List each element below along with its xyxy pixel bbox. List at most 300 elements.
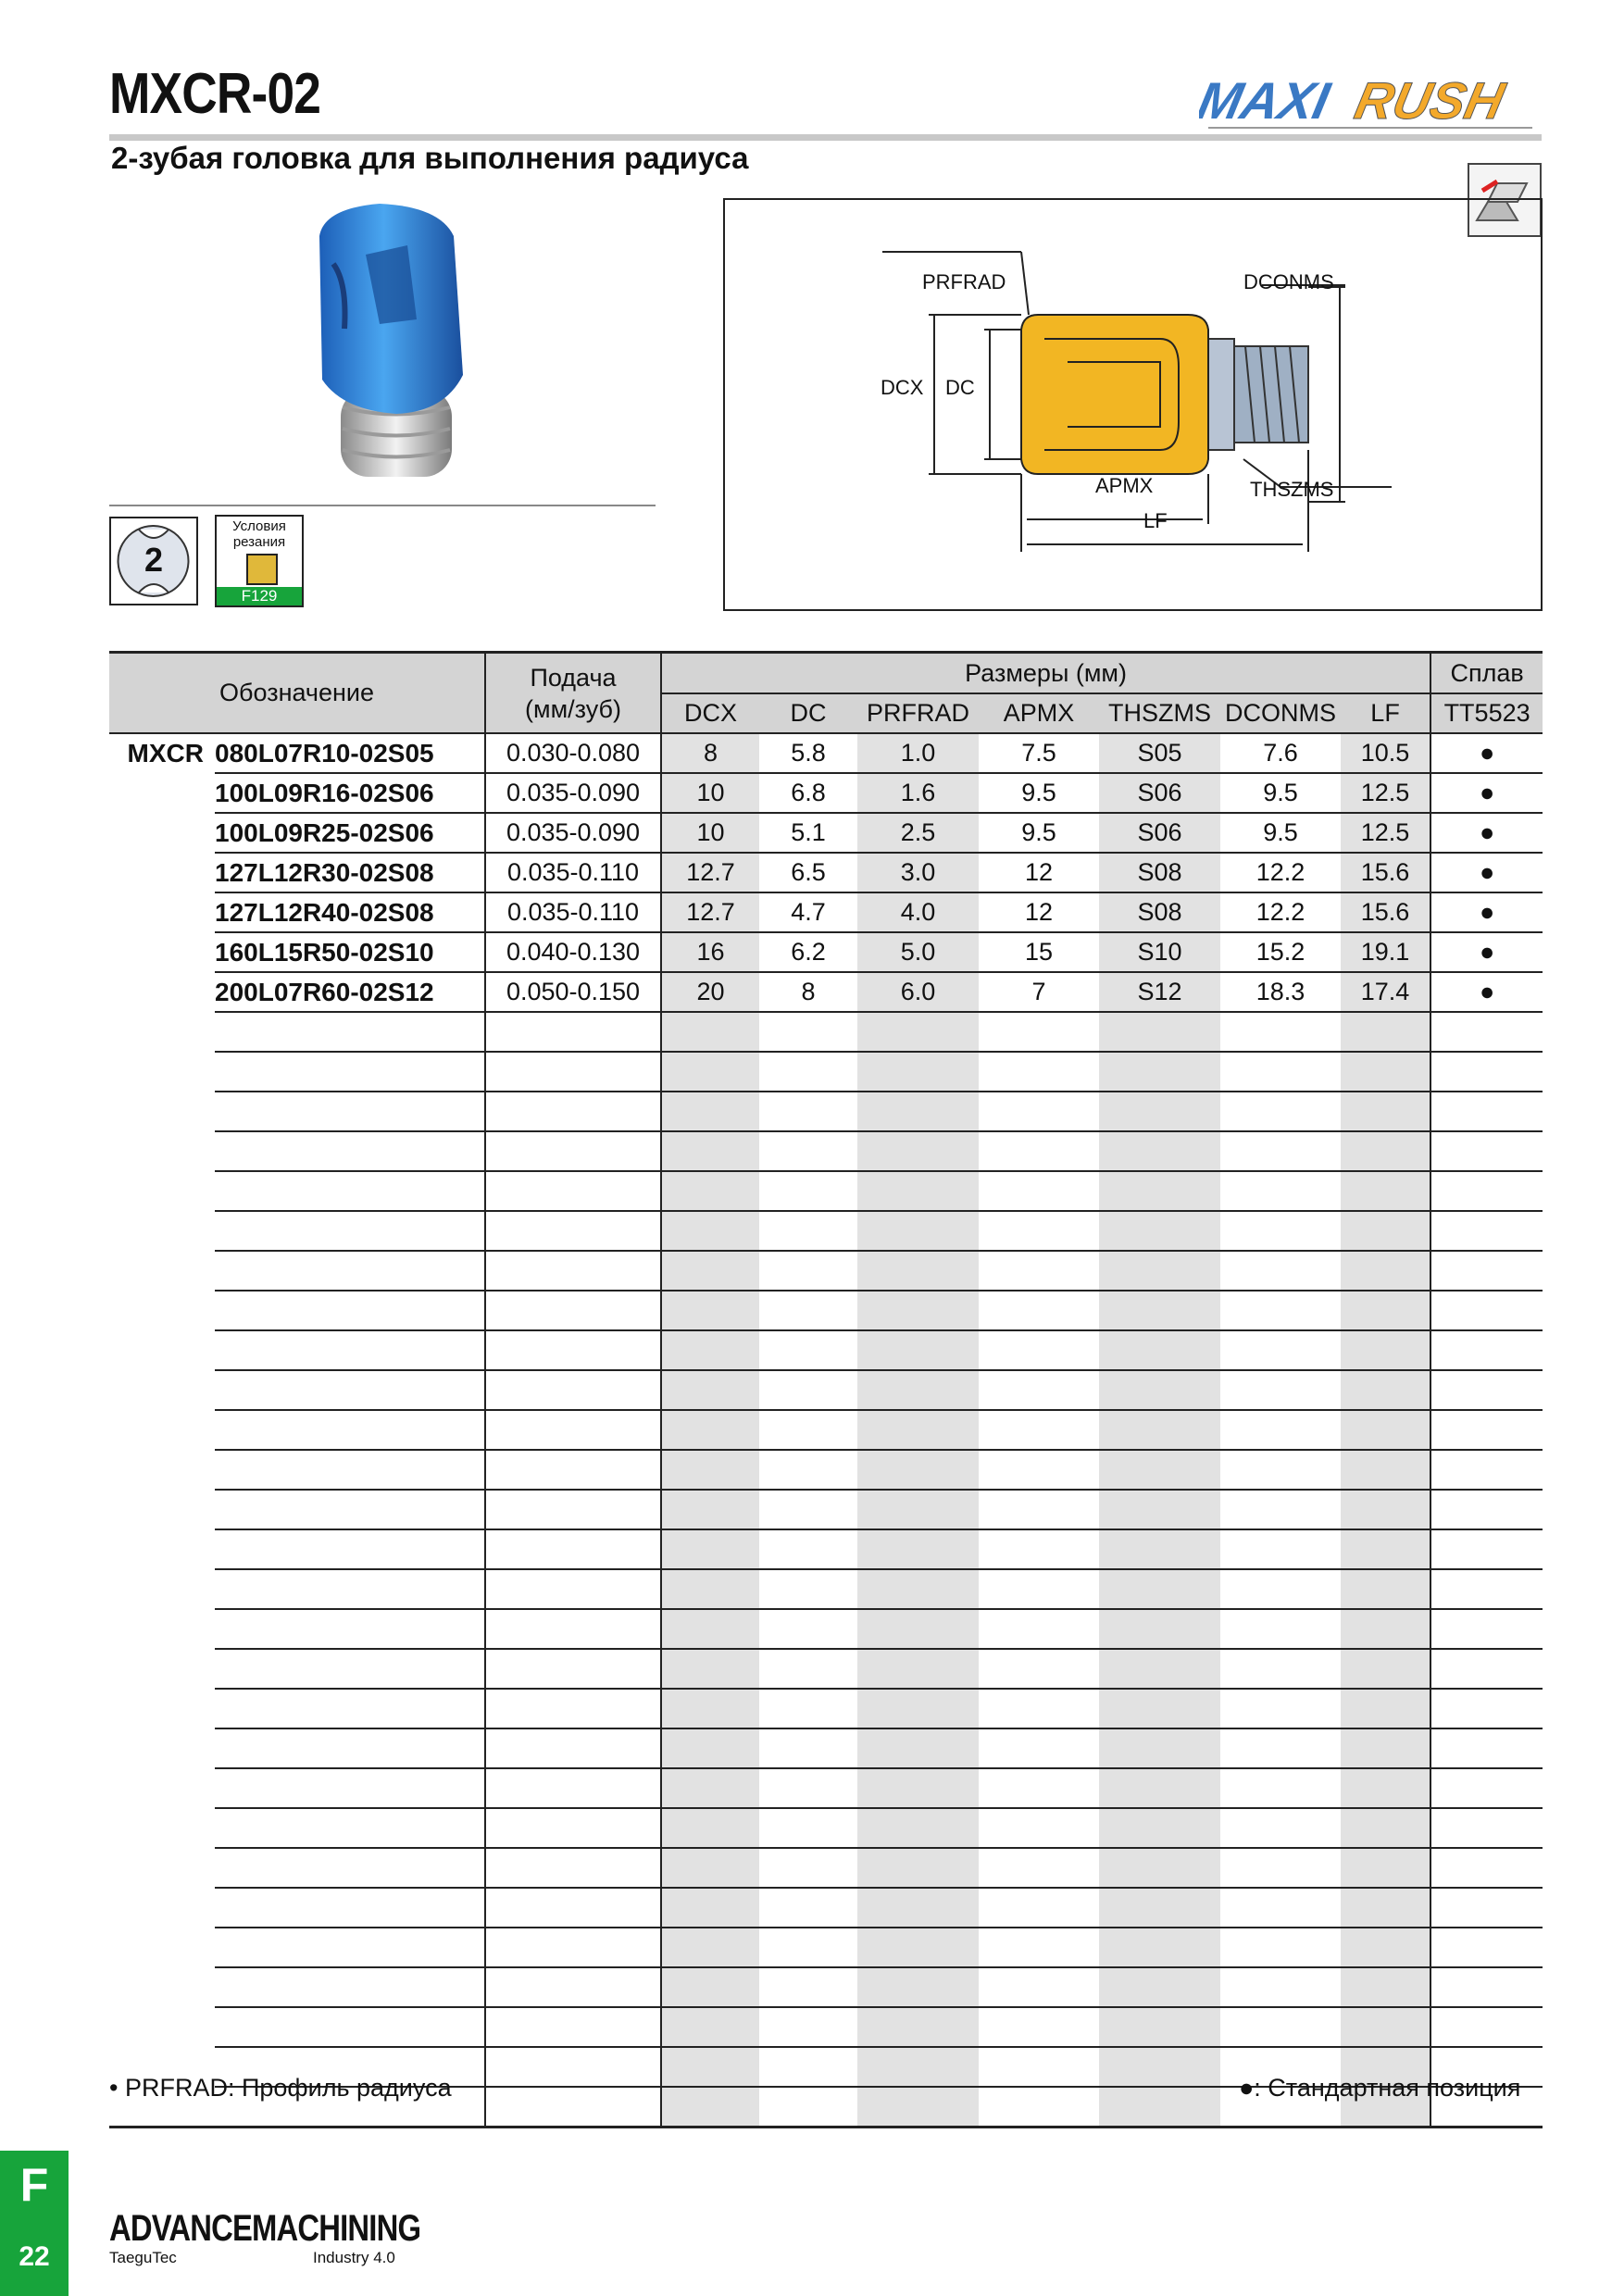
dc-cell — [759, 1768, 857, 1808]
series-cell — [109, 1330, 215, 1370]
dcx-cell — [661, 1649, 759, 1689]
header-tt5523: TT5523 — [1430, 693, 1543, 733]
dc-cell — [759, 2047, 857, 2087]
dc-cell — [759, 1928, 857, 1967]
thszms-cell — [1099, 1848, 1220, 1888]
dc-cell: 5.1 — [759, 813, 857, 853]
series-cell — [109, 1291, 215, 1330]
code-cell — [215, 1370, 485, 1410]
dconms-cell: 12.2 — [1220, 853, 1341, 892]
prfrad-cell: 2.5 — [857, 813, 979, 853]
code-cell: 100L09R16-02S06 — [215, 773, 485, 813]
prfrad-cell — [857, 1490, 979, 1529]
table-row — [109, 773, 1543, 813]
dconms-cell — [1220, 1450, 1341, 1490]
feed-cell — [485, 1092, 661, 1131]
feed-cell — [485, 1569, 661, 1609]
table-row — [109, 1410, 1543, 1450]
series-cell — [109, 1888, 215, 1928]
dc-cell — [759, 1569, 857, 1609]
apmx-cell — [979, 1370, 1099, 1410]
series-cell — [109, 1490, 215, 1529]
prfrad-cell — [857, 1211, 979, 1251]
apmx-cell: 12 — [979, 892, 1099, 932]
dconms-cell — [1220, 1609, 1341, 1649]
code-cell — [215, 1330, 485, 1370]
apmx-cell — [979, 1251, 1099, 1291]
dc-cell — [759, 1370, 857, 1410]
prfrad-cell — [857, 1609, 979, 1649]
dcx-cell — [661, 1370, 759, 1410]
dcx-cell — [661, 2087, 759, 2128]
lf-cell — [1341, 1012, 1430, 1052]
thszms-cell — [1099, 1490, 1220, 1529]
feed-cell — [485, 1211, 661, 1251]
thszms-cell — [1099, 1291, 1220, 1330]
dconms-cell — [1220, 1211, 1341, 1251]
thszms-cell — [1099, 1330, 1220, 1370]
dc-cell — [759, 1012, 857, 1052]
apmx-cell: 7.5 — [979, 733, 1099, 773]
feed-cell — [485, 1609, 661, 1649]
cutting-conditions-badge[interactable] — [215, 515, 304, 607]
dcx-cell — [661, 1450, 759, 1490]
feed-cell — [485, 1251, 661, 1291]
dconms-cell — [1220, 1689, 1341, 1728]
dconms-cell — [1220, 1410, 1341, 1450]
prfrad-cell — [857, 1649, 979, 1689]
tt5523-cell — [1430, 1052, 1543, 1092]
dcx-cell — [661, 1092, 759, 1131]
tt5523-cell: ● — [1430, 813, 1543, 853]
dcx-cell — [661, 1967, 759, 2007]
feed-cell: 0.035-0.110 — [485, 892, 661, 932]
svg-text:MAXI: MAXI — [1199, 71, 1335, 130]
thszms-cell — [1099, 1569, 1220, 1609]
dconms-cell: 18.3 — [1220, 972, 1341, 1012]
thszms-cell — [1099, 1928, 1220, 1967]
dcx-cell — [661, 1052, 759, 1092]
tool-head-photo — [278, 199, 500, 486]
dconms-cell: 12.2 — [1220, 892, 1341, 932]
lf-cell — [1341, 2007, 1430, 2047]
table-row — [109, 1569, 1543, 1609]
dconms-cell: 9.5 — [1220, 813, 1341, 853]
prfrad-cell: 6.0 — [857, 972, 979, 1012]
thszms-cell — [1099, 1649, 1220, 1689]
thszms-cell: S05 — [1099, 733, 1220, 773]
teeth-count-value: 2 — [144, 541, 164, 579]
table-row — [109, 1131, 1543, 1171]
dc-cell — [759, 1330, 857, 1370]
header-grade: Сплав — [1430, 653, 1543, 694]
series-cell — [109, 1211, 215, 1251]
dconms-cell: 9.5 — [1220, 773, 1341, 813]
table-row — [109, 1490, 1543, 1529]
code-cell — [215, 1928, 485, 1967]
tt5523-cell — [1430, 1410, 1543, 1450]
tt5523-cell — [1430, 1092, 1543, 1131]
dcx-cell — [661, 1768, 759, 1808]
apmx-cell — [979, 1529, 1099, 1569]
table-body — [109, 733, 1543, 2128]
apmx-cell — [979, 1092, 1099, 1131]
lf-cell — [1341, 1131, 1430, 1171]
thszms-cell — [1099, 1808, 1220, 1848]
thszms-cell — [1099, 1888, 1220, 1928]
code-cell: 160L15R50-02S10 — [215, 932, 485, 972]
prfrad-cell — [857, 1808, 979, 1848]
prfrad-cell — [857, 1689, 979, 1728]
code-cell — [215, 1012, 485, 1052]
feed-cell — [485, 1490, 661, 1529]
dcx-cell — [661, 1569, 759, 1609]
feed-cell — [485, 1291, 661, 1330]
feed-cell — [485, 1848, 661, 1888]
dc-cell — [759, 1291, 857, 1330]
book-icon — [246, 554, 278, 585]
apmx-cell: 7 — [979, 972, 1099, 1012]
code-cell — [215, 1808, 485, 1848]
dconms-cell — [1220, 1092, 1341, 1131]
apmx-cell — [979, 1689, 1099, 1728]
header-lf: LF — [1341, 693, 1430, 733]
tt5523-cell — [1430, 1291, 1543, 1330]
series-cell — [109, 1689, 215, 1728]
series-cell — [109, 1768, 215, 1808]
feed-cell — [485, 1052, 661, 1092]
feed-cell — [485, 2047, 661, 2087]
series-cell — [109, 1131, 215, 1171]
table-row — [109, 1012, 1543, 1052]
dcx-cell — [661, 1251, 759, 1291]
prfrad-cell — [857, 1848, 979, 1888]
tt5523-cell — [1430, 1888, 1543, 1928]
apmx-cell — [979, 1728, 1099, 1768]
dcx-cell — [661, 1012, 759, 1052]
teeth-count-badge — [109, 517, 198, 605]
header-feed: Подача (мм/зуб) — [485, 653, 661, 734]
thszms-cell — [1099, 1529, 1220, 1569]
table-row — [109, 1728, 1543, 1768]
series-cell — [109, 1808, 215, 1848]
dc-cell — [759, 1450, 857, 1490]
dc-cell — [759, 1689, 857, 1728]
feed-cell — [485, 1649, 661, 1689]
series-cell — [109, 2007, 215, 2047]
prfrad-cell — [857, 1728, 979, 1768]
table-row — [109, 2007, 1543, 2047]
dc-cell — [759, 1888, 857, 1928]
series-cell — [109, 972, 215, 1012]
thszms-cell: S06 — [1099, 813, 1220, 853]
code-cell — [215, 1410, 485, 1450]
thszms-cell — [1099, 2047, 1220, 2087]
dc-cell: 6.8 — [759, 773, 857, 813]
dcx-cell — [661, 1211, 759, 1251]
table-row — [109, 1370, 1543, 1410]
prfrad-cell: 1.6 — [857, 773, 979, 813]
dconms-cell — [1220, 1569, 1341, 1609]
label-thszms: THSZMS — [1250, 478, 1334, 501]
dcx-cell: 8 — [661, 733, 759, 773]
tt5523-cell — [1430, 1251, 1543, 1291]
series-cell — [109, 1012, 215, 1052]
footnote: • PRFRAD: Профиль радиуса — [109, 2074, 452, 2102]
section-tab — [0, 2151, 69, 2296]
advance-machining-logo — [109, 2208, 443, 2271]
tt5523-cell: ● — [1430, 892, 1543, 932]
lf-cell: 12.5 — [1341, 773, 1430, 813]
dc-cell: 4.7 — [759, 892, 857, 932]
code-cell — [215, 1609, 485, 1649]
tt5523-cell — [1430, 1848, 1543, 1888]
series-cell — [109, 773, 215, 813]
thszms-cell — [1099, 1370, 1220, 1410]
code-cell: 080L07R10-02S05 — [215, 733, 485, 773]
lf-cell: 15.6 — [1341, 853, 1430, 892]
prfrad-cell — [857, 1131, 979, 1171]
dconms-cell: 15.2 — [1220, 932, 1341, 972]
thszms-cell — [1099, 1012, 1220, 1052]
feed-cell — [485, 1012, 661, 1052]
header-thszms: THSZMS — [1099, 693, 1220, 733]
dconms-cell — [1220, 1808, 1341, 1848]
tt5523-cell: ● — [1430, 972, 1543, 1012]
dc-cell: 6.2 — [759, 932, 857, 972]
feed-cell — [485, 1888, 661, 1928]
dcx-cell: 16 — [661, 932, 759, 972]
table-row — [109, 892, 1543, 932]
feed-cell — [485, 1928, 661, 1967]
table-row — [109, 1450, 1543, 1490]
series-cell — [109, 1569, 215, 1609]
dcx-cell — [661, 2007, 759, 2047]
lf-cell — [1341, 1808, 1430, 1848]
thszms-cell — [1099, 2087, 1220, 2128]
label-apmx: APMX — [1095, 474, 1154, 497]
prfrad-cell: 3.0 — [857, 853, 979, 892]
apmx-cell — [979, 1131, 1099, 1171]
apmx-cell — [979, 1609, 1099, 1649]
dcx-cell: 20 — [661, 972, 759, 1012]
header-dc: DC — [759, 693, 857, 733]
tt5523-cell — [1430, 1171, 1543, 1211]
feed-cell — [485, 1768, 661, 1808]
tt5523-cell — [1430, 1529, 1543, 1569]
feed-cell: 0.030-0.080 — [485, 733, 661, 773]
lf-cell — [1341, 1529, 1430, 1569]
header-apmx: APMX — [979, 693, 1099, 733]
table-row — [109, 1171, 1543, 1211]
series-cell — [109, 1529, 215, 1569]
prfrad-cell — [857, 2087, 979, 2128]
table-row — [109, 1848, 1543, 1888]
apmx-cell: 12 — [979, 853, 1099, 892]
table-row — [109, 1529, 1543, 1569]
code-cell — [215, 1171, 485, 1211]
feed-cell — [485, 2007, 661, 2047]
lf-cell — [1341, 1689, 1430, 1728]
apmx-cell — [979, 2047, 1099, 2087]
series-cell — [109, 1251, 215, 1291]
lf-cell — [1341, 1052, 1430, 1092]
feed-cell: 0.035-0.090 — [485, 813, 661, 853]
prfrad-cell — [857, 1330, 979, 1370]
tt5523-cell — [1430, 1609, 1543, 1649]
lf-cell: 10.5 — [1341, 733, 1430, 773]
apmx-cell — [979, 1649, 1099, 1689]
dc-cell — [759, 1092, 857, 1131]
lf-cell — [1341, 1291, 1430, 1330]
tt5523-cell — [1430, 1012, 1543, 1052]
title-rule — [109, 134, 1542, 141]
dcx-cell — [661, 1131, 759, 1171]
dc-cell — [759, 2087, 857, 2128]
lf-cell — [1341, 1728, 1430, 1768]
dcx-cell: 10 — [661, 813, 759, 853]
feed-cell — [485, 1808, 661, 1848]
prfrad-cell: 4.0 — [857, 892, 979, 932]
photo-separator — [109, 505, 656, 506]
label-prfrad: PRFRAD — [922, 270, 1006, 293]
lf-cell — [1341, 1928, 1430, 1967]
apmx-cell — [979, 1808, 1099, 1848]
table-row — [109, 1052, 1543, 1092]
lf-cell — [1341, 1251, 1430, 1291]
thszms-cell — [1099, 1410, 1220, 1450]
prfrad-cell: 1.0 — [857, 733, 979, 773]
dcx-cell — [661, 1808, 759, 1848]
code-cell — [215, 1291, 485, 1330]
code-cell — [215, 2007, 485, 2047]
feed-cell — [485, 1330, 661, 1370]
lf-cell — [1341, 1370, 1430, 1410]
label-lf: LF — [1143, 509, 1168, 532]
dc-cell — [759, 1649, 857, 1689]
header-designation: Обозначение — [109, 653, 485, 734]
dconms-cell — [1220, 1291, 1341, 1330]
thszms-cell — [1099, 1728, 1220, 1768]
feed-cell: 0.050-0.150 — [485, 972, 661, 1012]
apmx-cell — [979, 1967, 1099, 2007]
dconms-cell — [1220, 1171, 1341, 1211]
thszms-cell — [1099, 1609, 1220, 1649]
prfrad-cell — [857, 1092, 979, 1131]
apmx-cell — [979, 1052, 1099, 1092]
lf-cell — [1341, 1569, 1430, 1609]
maxirush-logo — [1199, 65, 1542, 135]
code-cell: 200L07R60-02S12 — [215, 972, 485, 1012]
table-row — [109, 1928, 1543, 1967]
dcx-cell — [661, 1689, 759, 1728]
series-cell — [109, 1728, 215, 1768]
prfrad-cell — [857, 1171, 979, 1211]
tt5523-cell: ● — [1430, 853, 1543, 892]
feed-cell — [485, 1370, 661, 1410]
thszms-cell — [1099, 1092, 1220, 1131]
lf-cell — [1341, 1410, 1430, 1450]
series-cell — [109, 1171, 215, 1211]
thszms-cell: S08 — [1099, 892, 1220, 932]
series-cell — [109, 892, 215, 932]
lf-cell — [1341, 1211, 1430, 1251]
tt5523-cell: ● — [1430, 733, 1543, 773]
lf-cell — [1341, 1768, 1430, 1808]
table-row — [109, 1211, 1543, 1251]
apmx-cell: 9.5 — [979, 813, 1099, 853]
code-cell — [215, 1529, 485, 1569]
dc-cell — [759, 1052, 857, 1092]
apmx-cell — [979, 2087, 1099, 2128]
brand-sub-left: TaeguTec — [109, 2249, 177, 2266]
thszms-cell — [1099, 1967, 1220, 2007]
lf-cell — [1341, 1967, 1430, 2007]
dcx-cell — [661, 1609, 759, 1649]
tt5523-cell — [1430, 1928, 1543, 1967]
code-cell — [215, 1768, 485, 1808]
dc-cell: 6.5 — [759, 853, 857, 892]
dcx-cell: 12.7 — [661, 853, 759, 892]
feed-cell — [485, 1529, 661, 1569]
thszms-cell — [1099, 1052, 1220, 1092]
prfrad-cell — [857, 2007, 979, 2047]
dcx-cell — [661, 1928, 759, 1967]
series-cell — [109, 813, 215, 853]
table-row — [109, 1609, 1543, 1649]
table-row — [109, 853, 1543, 892]
tt5523-cell — [1430, 1649, 1543, 1689]
thszms-cell — [1099, 2007, 1220, 2047]
code-cell — [215, 1211, 485, 1251]
series-cell — [109, 1649, 215, 1689]
series-cell — [109, 1848, 215, 1888]
feed-cell — [485, 1450, 661, 1490]
dc-cell — [759, 1131, 857, 1171]
prfrad-cell: 5.0 — [857, 932, 979, 972]
section-letter: F — [19, 2159, 49, 2211]
dc-cell — [759, 1171, 857, 1211]
brand-sub-right: Industry 4.0 — [313, 2249, 395, 2266]
apmx-cell — [979, 1171, 1099, 1211]
apmx-cell — [979, 1490, 1099, 1529]
tt5523-cell — [1430, 1450, 1543, 1490]
feed-cell — [485, 1410, 661, 1450]
dconms-cell — [1220, 1251, 1341, 1291]
apmx-cell — [979, 1410, 1099, 1450]
table-row — [109, 1768, 1543, 1808]
dc-cell — [759, 1251, 857, 1291]
dc-cell — [759, 1848, 857, 1888]
lf-cell — [1341, 1092, 1430, 1131]
series-cell — [109, 1410, 215, 1450]
lf-cell: 17.4 — [1341, 972, 1430, 1012]
tt5523-cell — [1430, 1569, 1543, 1609]
dconms-cell — [1220, 1370, 1341, 1410]
thszms-cell — [1099, 1689, 1220, 1728]
dc-cell — [759, 2007, 857, 2047]
series-cell — [109, 932, 215, 972]
lf-cell — [1341, 1450, 1430, 1490]
code-cell — [215, 1967, 485, 2007]
series-cell — [109, 1092, 215, 1131]
lf-cell — [1341, 1490, 1430, 1529]
lf-cell — [1341, 1649, 1430, 1689]
prfrad-cell — [857, 1052, 979, 1092]
tt5523-cell: ● — [1430, 773, 1543, 813]
header-prfrad: PRFRAD — [857, 693, 979, 733]
tt5523-cell — [1430, 1211, 1543, 1251]
